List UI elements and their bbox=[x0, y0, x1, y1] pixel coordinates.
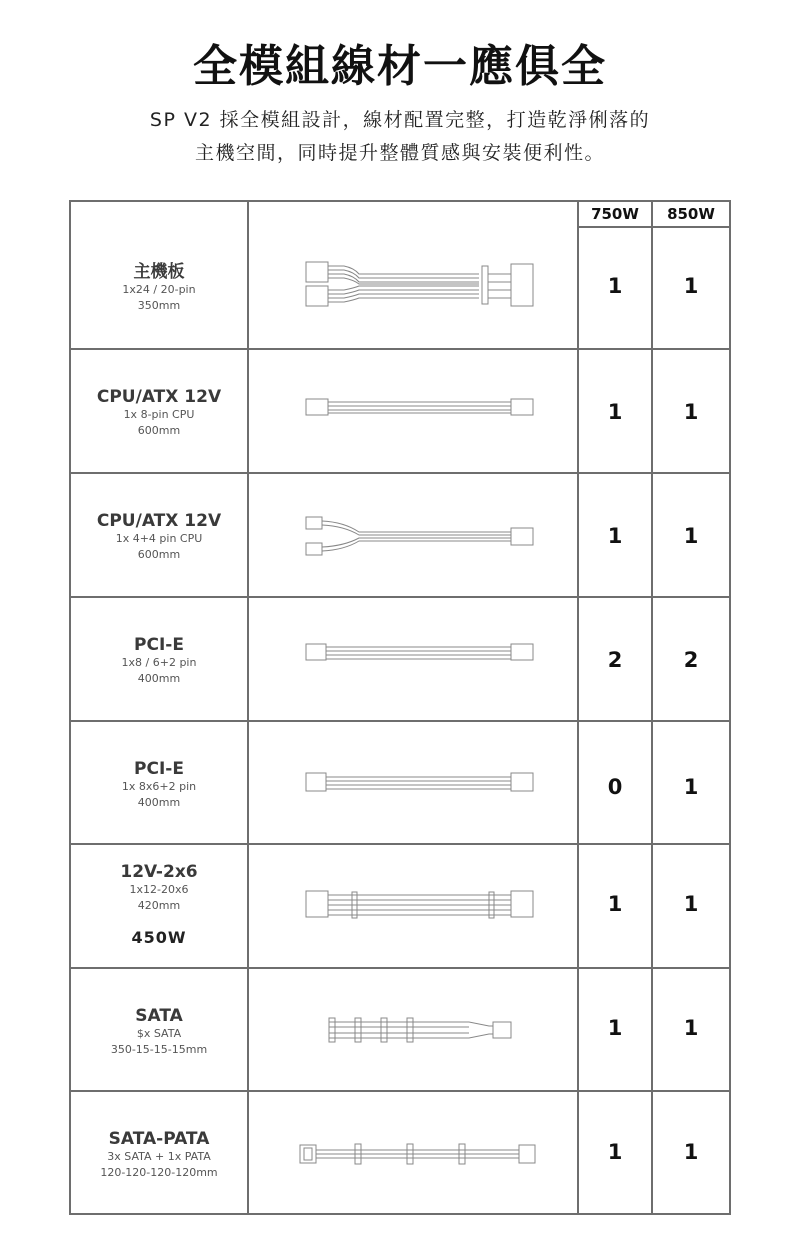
cable-spec: 1x 8-pin CPU bbox=[123, 408, 195, 421]
row-divider bbox=[71, 843, 729, 845]
cable-length: 600mm bbox=[137, 548, 181, 561]
cable-spec: 1x12-20x6 bbox=[129, 883, 189, 896]
quantity-850w: 1 bbox=[683, 274, 699, 298]
quantity-850w: 1 bbox=[683, 1140, 699, 1164]
quantity-750w: 0 bbox=[607, 775, 623, 799]
sata-pata-cable-icon bbox=[249, 1139, 577, 1169]
table-row-label bbox=[71, 862, 247, 947]
cable-name: CPU/ATX 12V bbox=[96, 511, 222, 531]
quantity-750w: 1 bbox=[607, 274, 623, 298]
quantity-850w: 1 bbox=[683, 1016, 699, 1040]
pcie-6plus2-cable-icon bbox=[249, 769, 577, 799]
cable-name: PCI-E bbox=[134, 759, 184, 779]
quantity-750w: 1 bbox=[607, 1140, 623, 1164]
cable-spec: 3x SATA + 1x PATA bbox=[107, 1150, 211, 1163]
cpu-4plus4-cable-icon bbox=[249, 510, 577, 560]
cable-spec: $x SATA bbox=[136, 1027, 182, 1040]
quantity-850w: 1 bbox=[683, 892, 699, 916]
cable-name: SATA bbox=[135, 1006, 183, 1026]
cable-name: 12V-2x6 bbox=[120, 862, 198, 882]
row-divider bbox=[71, 967, 729, 969]
quantity-750w: 1 bbox=[607, 1016, 623, 1040]
cable-length: 400mm bbox=[137, 672, 181, 685]
header-850w: 850W bbox=[667, 205, 715, 223]
row-divider bbox=[71, 472, 729, 474]
cable-length: 350mm bbox=[137, 299, 181, 312]
cable-name: 主機板 bbox=[133, 262, 185, 282]
table-row-label bbox=[71, 1006, 247, 1058]
pcie-8pin-cable-icon bbox=[249, 639, 577, 669]
cable-spec: 1x 4+4 pin CPU bbox=[115, 532, 203, 545]
quantity-850w: 1 bbox=[683, 400, 699, 424]
cable-length: 120-120-120-120mm bbox=[100, 1166, 218, 1179]
page-title: 全模組線材一應俱全 bbox=[193, 41, 607, 92]
table-row-label bbox=[71, 1129, 247, 1181]
column-divider bbox=[247, 202, 249, 1213]
quantity-850w: 1 bbox=[683, 524, 699, 548]
quantity-750w: 1 bbox=[607, 892, 623, 916]
cable-name: CPU/ATX 12V bbox=[96, 387, 222, 407]
header-divider bbox=[579, 226, 729, 228]
row-divider bbox=[71, 1090, 729, 1092]
subtitle-line-2: 主機空間，同時提升整體質感與安裝便利性。 bbox=[194, 142, 605, 164]
atx-24pin-cable-icon bbox=[249, 252, 577, 312]
cpu-8pin-cable-icon bbox=[249, 392, 577, 422]
table-row-label bbox=[71, 635, 247, 687]
header-750w: 750W bbox=[591, 205, 639, 223]
cable-spec: 1x8 / 6+2 pin bbox=[121, 656, 197, 669]
table-row-label bbox=[71, 257, 247, 314]
cable-spec: 1x24 / 20-pin bbox=[122, 283, 196, 296]
cable-spec: 1x 8x6+2 pin bbox=[121, 780, 197, 793]
cable-length: 600mm bbox=[137, 424, 181, 437]
quantity-750w: 1 bbox=[607, 400, 623, 424]
cable-length: 420mm bbox=[137, 899, 181, 912]
sata-cable-icon bbox=[249, 1014, 577, 1046]
cable-table bbox=[69, 200, 731, 1215]
12v-2x6-cable-icon bbox=[249, 885, 577, 925]
table-row-label bbox=[71, 387, 247, 439]
table-row-label bbox=[71, 759, 247, 811]
row-divider bbox=[71, 720, 729, 722]
quantity-850w: 1 bbox=[683, 775, 699, 799]
cable-name: SATA-PATA bbox=[108, 1129, 210, 1149]
wattage-note: 450W bbox=[131, 928, 187, 947]
table-row-label bbox=[71, 511, 247, 563]
row-divider bbox=[71, 348, 729, 350]
subtitle-line-1: SP V2 採全模組設計，線材配置完整，打造乾淨俐落的 bbox=[149, 109, 651, 131]
cable-length: 400mm bbox=[137, 796, 181, 809]
row-divider bbox=[71, 596, 729, 598]
cable-length: 350-15-15-15mm bbox=[110, 1043, 208, 1056]
cable-name: PCI-E bbox=[134, 635, 184, 655]
column-divider bbox=[577, 202, 579, 1213]
quantity-750w: 2 bbox=[607, 648, 623, 672]
quantity-850w: 2 bbox=[683, 648, 699, 672]
quantity-750w: 1 bbox=[607, 524, 623, 548]
column-divider bbox=[651, 202, 653, 1213]
